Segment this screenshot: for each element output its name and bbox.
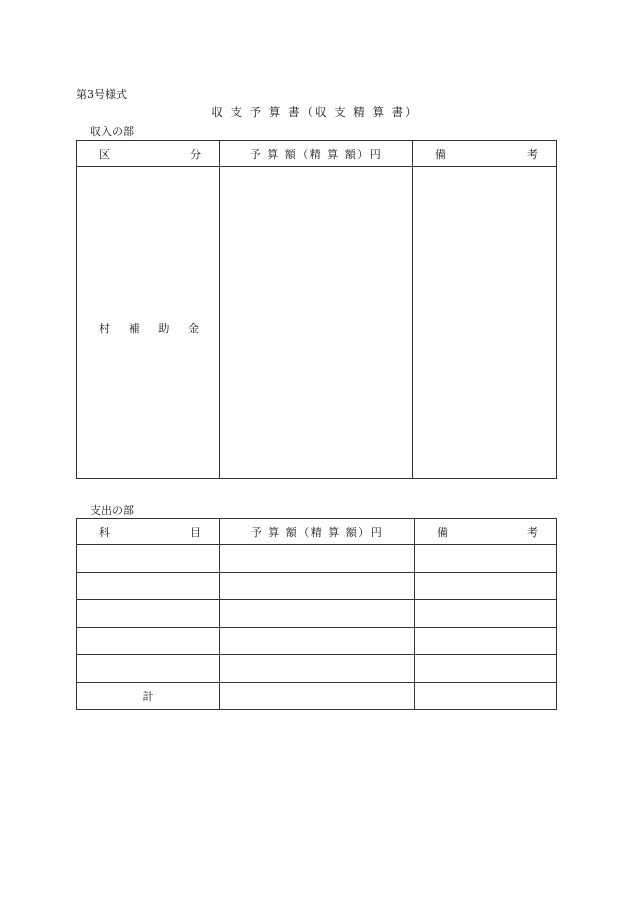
expense-remarks-cell[interactable] [415,627,557,655]
expense-header-amount: 予 算 額（精 算 額）円 [220,519,415,545]
expense-total-amount-cell[interactable] [220,682,415,710]
form-number: 第3号様式 [76,88,127,101]
income-header-amount: 予 算 額（精 算 額）円 [220,141,413,167]
expense-table [76,518,557,710]
expense-header-category [77,519,220,545]
expense-remarks-cell[interactable] [415,572,557,600]
income-header-remarks-left: 備 [435,147,446,161]
income-table [76,140,557,479]
expense-row [77,545,557,573]
expense-total-row [77,682,557,710]
income-item-char: 村 [99,321,110,335]
income-remarks-cell[interactable] [413,167,557,479]
expense-header-category-left: 科 [99,525,110,539]
expense-category-cell[interactable] [77,655,220,683]
expense-amount-cell[interactable] [220,600,415,628]
expense-total-remarks-cell[interactable] [415,682,557,710]
income-header-category [77,141,220,167]
income-header-category-left: 区 [99,147,110,161]
expense-header-category-right: 目 [190,525,201,539]
expense-category-cell[interactable] [77,627,220,655]
expense-amount-cell[interactable] [220,545,415,573]
expense-amount-cell[interactable] [220,572,415,600]
document-title: 収 支 予 算 書（収 支 精 算 書） [211,105,419,119]
income-amount-cell[interactable] [220,167,413,479]
expense-amount-cell[interactable] [220,655,415,683]
expense-row [77,627,557,655]
expense-total-label: 計 [77,682,220,710]
expense-amount-cell[interactable] [220,627,415,655]
expense-header-remarks [415,519,557,545]
income-section-label: 収入の部 [90,125,134,138]
income-item-village-subsidy [77,310,219,336]
expense-category-cell[interactable] [77,600,220,628]
expense-header-remarks-left: 備 [437,525,448,539]
expense-row [77,572,557,600]
income-category-cell [77,167,220,479]
income-header-remarks [413,141,557,167]
income-header-remarks-right: 考 [527,147,538,161]
expense-remarks-cell[interactable] [415,655,557,683]
expense-row [77,655,557,683]
expense-remarks-cell[interactable] [415,545,557,573]
income-item-char: 補 [128,321,140,335]
expense-section-label: 支出の部 [90,504,134,517]
expense-header-remarks-right: 考 [527,525,538,539]
expense-category-cell[interactable] [77,545,220,573]
income-item-char: 助 [158,321,170,335]
income-header-category-right: 分 [190,147,201,161]
expense-remarks-cell[interactable] [415,600,557,628]
expense-row [77,600,557,628]
expense-category-cell[interactable] [77,572,220,600]
income-item-char: 金 [187,321,199,335]
